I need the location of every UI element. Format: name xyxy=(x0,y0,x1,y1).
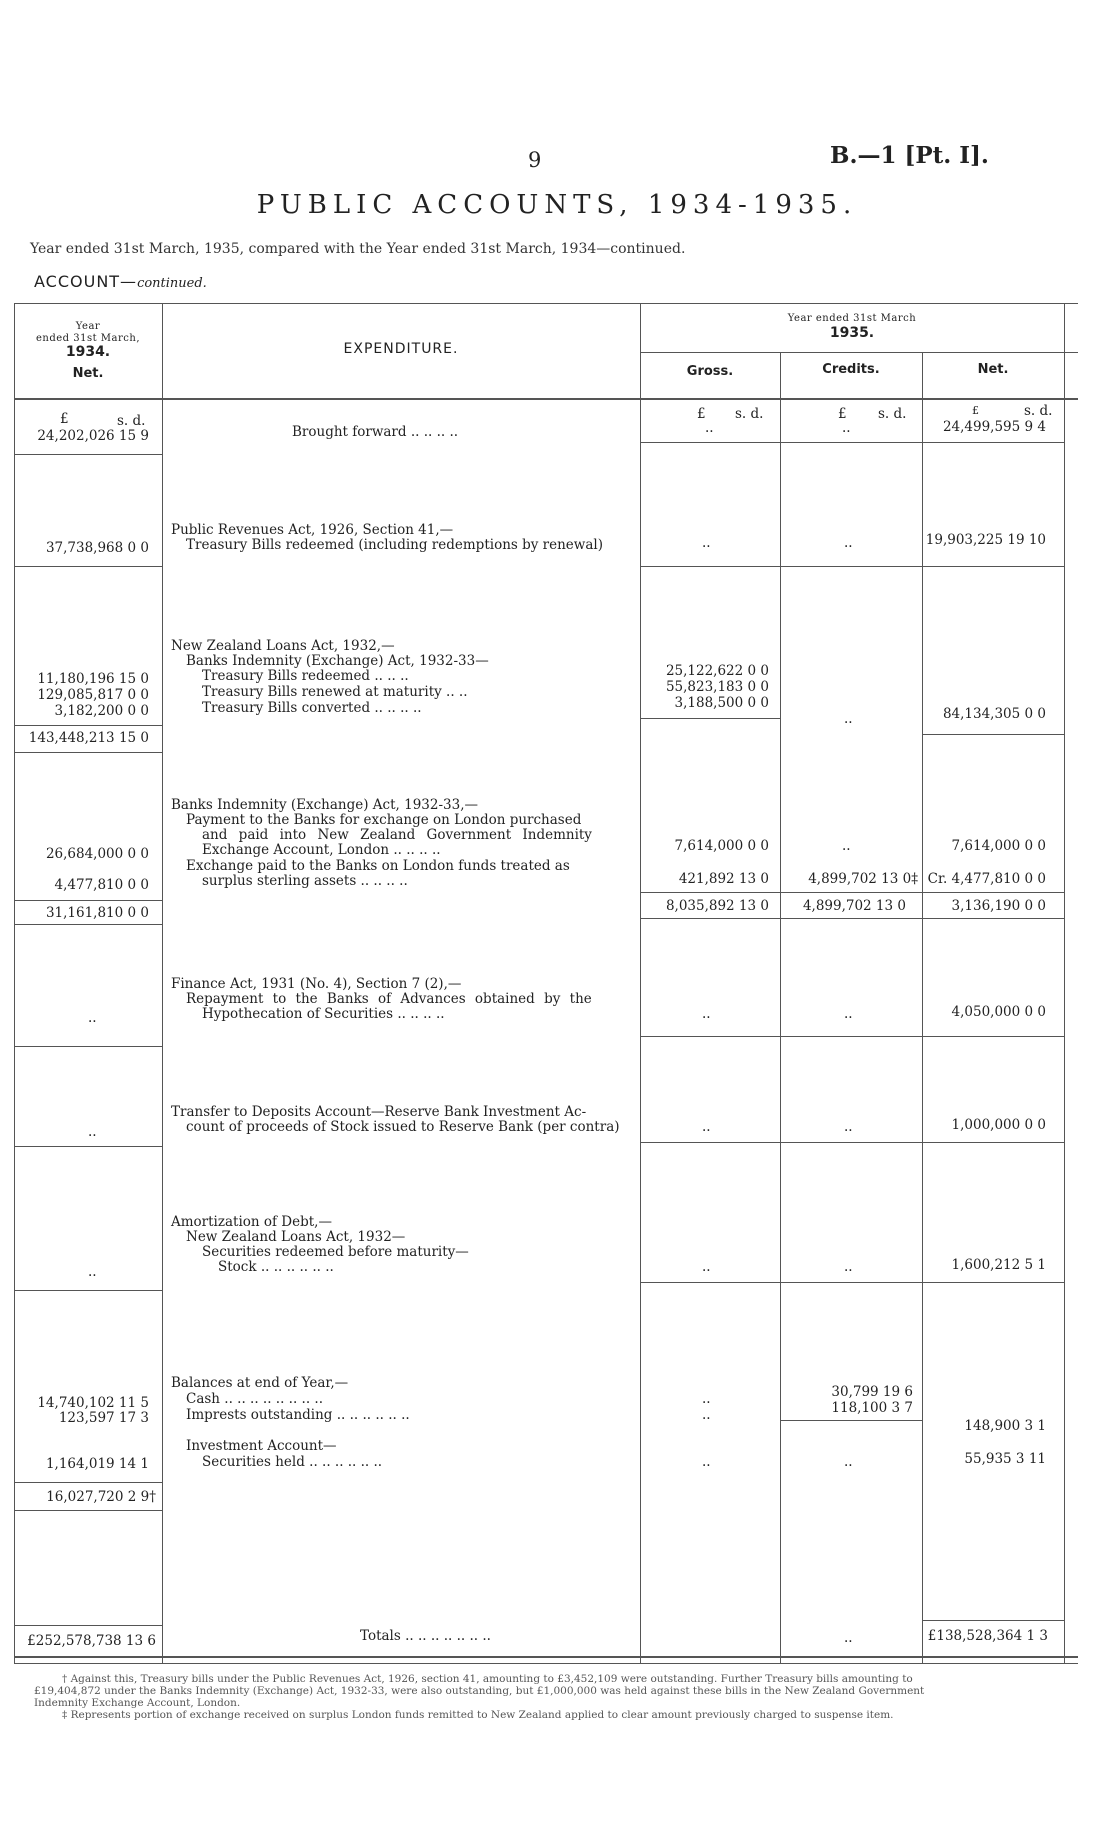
finance-act-net: 4,050,000 0 0 xyxy=(951,1004,1046,1020)
transfer-line1: Transfer to Deposits Account—Reserve Bank Investment Ac- xyxy=(171,1104,587,1120)
public-revenues-gross: .. xyxy=(702,535,711,551)
rule xyxy=(14,1046,162,1047)
rule xyxy=(640,918,1064,919)
balances-cash: Cash .. .. .. .. .. .. .. .. xyxy=(186,1391,323,1407)
footnote-dagger-line3: Indemnity Exchange Account, London. xyxy=(34,1697,241,1709)
balances-credits-investment: .. xyxy=(844,1454,853,1470)
balances-gross-cash: .. xyxy=(702,1391,711,1407)
totals-label: Totals .. .. .. .. .. .. .. xyxy=(360,1628,491,1644)
public-revenues-prev: 37,738,968 0 0 xyxy=(45,540,149,556)
net-pound-unit: £ xyxy=(972,404,979,417)
credits-sd-unit: s. d. xyxy=(878,406,907,422)
balances-credits-imprests: 118,100 3 7 xyxy=(831,1400,913,1416)
table-bottom-border-2 xyxy=(14,1663,1078,1664)
prev-sd-unit: s. d. xyxy=(117,413,146,429)
rule xyxy=(14,924,162,925)
public-revenues-net: 19,903,225 19 10 xyxy=(925,532,1046,548)
rule xyxy=(14,1290,162,1291)
balances-credits-cash: 30,799 19 6 xyxy=(831,1384,913,1400)
balances-heading: Balances at end of Year,— xyxy=(171,1375,349,1391)
rule xyxy=(640,892,1064,893)
amortization-line4: Stock .. .. .. .. .. .. xyxy=(218,1259,334,1275)
rule xyxy=(14,900,162,901)
public-revenues-heading: Public Revenues Act, 1926, Section 41,— xyxy=(171,522,454,538)
col-border-credits xyxy=(922,352,923,1663)
transfer-credits: .. xyxy=(844,1119,853,1135)
banks-indemnity-line4: Exchange Account, London .. .. .. .. xyxy=(202,842,441,858)
amortization-line2: New Zealand Loans Act, 1932— xyxy=(186,1229,406,1245)
brought-forward-label: Brought forward .. .. .. .. xyxy=(292,424,459,440)
rule xyxy=(14,1146,162,1147)
public-revenues-credits: .. xyxy=(844,535,853,551)
banks-indemnity-credits-1: .. xyxy=(842,838,851,854)
banks-indemnity-line6: surplus sterling assets .. .. .. .. xyxy=(202,873,408,889)
banks-indemnity-line2: Payment to the Banks for exchange on London purchased xyxy=(186,812,582,828)
page-title: PUBLIC ACCOUNTS, 1934-1935. xyxy=(256,190,858,220)
amortization-prev: .. xyxy=(88,1264,97,1280)
nz-loans-prev-redeemed: 11,180,196 15 0 xyxy=(37,671,149,687)
rule xyxy=(780,1420,922,1421)
balances-gross-investment: .. xyxy=(702,1454,711,1470)
gross-pound-unit: £ xyxy=(697,406,706,422)
rule xyxy=(14,566,162,567)
balances-investment-heading: Investment Account— xyxy=(186,1438,337,1454)
rule xyxy=(14,752,162,753)
finance-act-heading: Finance Act, 1931 (No. 4), Section 7 (2),— xyxy=(171,976,462,992)
nz-loans-heading: New Zealand Loans Act, 1932,— xyxy=(171,638,395,654)
finance-act-gross: .. xyxy=(702,1006,711,1022)
totals-prev: £252,578,738 13 6 xyxy=(27,1633,156,1649)
nz-loans-prev-renewed: 129,085,817 0 0 xyxy=(37,687,149,703)
rule xyxy=(640,1036,1064,1037)
balances-net-investment: 55,935 3 11 xyxy=(964,1451,1046,1467)
net-sd-unit: s. d. xyxy=(1024,403,1053,419)
prev-year-net-header: Net. xyxy=(72,366,104,381)
rule xyxy=(640,566,1064,567)
balances-prev-investment: 1,164,019 14 1 xyxy=(45,1456,149,1472)
nz-loans-prev-converted: 3,182,200 0 0 xyxy=(54,703,149,719)
brought-forward-prev: 24,202,026 15 9 xyxy=(37,428,149,444)
col-border-desc xyxy=(640,303,641,1663)
finance-act-credits: .. xyxy=(844,1006,853,1022)
nz-loans-gross-converted: 3,188,500 0 0 xyxy=(674,695,769,711)
nz-loans-gross-redeemed: 25,122,622 0 0 xyxy=(665,663,769,679)
gross-sd-unit: s. d. xyxy=(735,406,764,422)
gross-header: Gross. xyxy=(686,364,734,379)
transfer-gross: .. xyxy=(702,1119,711,1135)
prev-year-header-line2: ended 31st March, xyxy=(35,333,140,344)
nz-loans-net: 84,134,305 0 0 xyxy=(942,706,1046,722)
balances-net-cash-imprests: 148,900 3 1 xyxy=(964,1418,1046,1434)
footnote-double-dagger: ‡ Represents portion of exchange received on surplus London funds remitted to New Zealand applied to clear amount previously charged to suspense item. xyxy=(62,1709,894,1721)
nz-loans-item-converted: Treasury Bills converted .. .. .. .. xyxy=(202,700,422,716)
nz-loans-subheading: Banks Indemnity (Exchange) Act, 1932-33— xyxy=(186,653,489,669)
prev-year-header-line1: Year xyxy=(75,321,101,332)
transfer-prev: .. xyxy=(88,1124,97,1140)
totals-net: £138,528,364 1 3 xyxy=(927,1628,1048,1644)
balances-prev-cash: 14,740,102 11 5 xyxy=(37,1395,149,1411)
credits-header: Credits. xyxy=(822,362,880,377)
prev-year-header-year: 1934. xyxy=(65,344,111,360)
rule xyxy=(14,1482,162,1483)
page-number: 9 xyxy=(528,148,542,172)
totals-credits: .. xyxy=(844,1630,853,1646)
current-year-header-line1: Year ended 31st March xyxy=(787,313,917,324)
public-revenues-item: Treasury Bills redeemed (including redemptions by renewal) xyxy=(186,537,603,553)
account-heading xyxy=(34,272,207,291)
balances-prev-total: 16,027,720 2 9† xyxy=(46,1489,156,1505)
transfer-line2: count of proceeds of Stock issued to Reserve Bank (per contra) xyxy=(186,1119,620,1135)
header-bottom-border xyxy=(14,398,1078,400)
header-split-line xyxy=(640,352,1078,353)
balances-imprests: Imprests outstanding .. .. .. .. .. .. xyxy=(186,1407,410,1423)
banks-indemnity-prev-1: 26,684,000 0 0 xyxy=(45,846,149,862)
table-bottom-border xyxy=(14,1656,1078,1658)
banks-indemnity-net-2: Cr. 4,477,810 0 0 xyxy=(927,871,1046,887)
banks-indemnity-credits-total: 4,899,702 13 0 xyxy=(802,898,906,914)
finance-act-line3: Hypothecation of Securities .. .. .. .. xyxy=(202,1006,445,1022)
amortization-credits: .. xyxy=(844,1259,853,1275)
banks-indemnity-heading: Banks Indemnity (Exchange) Act, 1932-33,— xyxy=(171,797,479,813)
credits-pound-unit: £ xyxy=(838,406,847,422)
finance-act-prev: .. xyxy=(88,1010,97,1026)
banks-indemnity-net-1: 7,614,000 0 0 xyxy=(951,838,1046,854)
rule xyxy=(640,1282,1064,1283)
brought-forward-net: 24,499,595 9 4 xyxy=(942,419,1046,435)
footnote-dagger-line1: † Against this, Treasury bills under the Public Revenues Act, 1926, section 41, amounting to £3,452,109 were outstanding. Further Treasury bills amounting to xyxy=(62,1673,913,1685)
banks-indemnity-prev-2: 4,477,810 0 0 xyxy=(54,877,149,893)
nz-loans-item-renewed: Treasury Bills renewed at maturity .. .. xyxy=(202,684,468,700)
balances-securities: Securities held .. .. .. .. .. .. xyxy=(202,1454,383,1470)
table-top-border xyxy=(14,303,1078,304)
rule xyxy=(640,718,780,719)
rule xyxy=(922,1620,1064,1621)
brought-forward-gross: .. xyxy=(705,420,714,436)
current-year-header-year: 1935. xyxy=(829,325,875,341)
banks-indemnity-prev-total: 31,161,810 0 0 xyxy=(45,905,149,921)
amortization-net: 1,600,212 5 1 xyxy=(951,1257,1046,1273)
banks-indemnity-gross-2: 421,892 13 0 xyxy=(678,871,769,887)
rule xyxy=(14,1625,162,1626)
banks-indemnity-net-total: 3,136,190 0 0 xyxy=(951,898,1046,914)
page-subtitle: Year ended 31st March, 1935, compared with the Year ended 31st March, 1934—continued. xyxy=(30,241,686,257)
footnote-dagger-line2: £19,404,872 under the Banks Indemnity (Exchange) Act, 1932-33, were also outstanding, but £1,000,000 was held against these bills in the New Zealand Government xyxy=(34,1685,925,1697)
nz-loans-credits: .. xyxy=(844,711,853,727)
col-border-gross xyxy=(780,352,781,1663)
transfer-net: 1,000,000 0 0 xyxy=(951,1117,1046,1133)
finance-act-line2: Repayment to the Banks of Advances obtained by the xyxy=(186,991,592,1007)
nz-loans-gross-renewed: 55,823,183 0 0 xyxy=(665,679,769,695)
col-border-prev xyxy=(162,303,163,1663)
banks-indemnity-line3: and paid into New Zealand Government Indemnity xyxy=(202,827,592,843)
balances-gross-imprests: .. xyxy=(702,1407,711,1423)
series-reference: B.—1 [Pt. I]. xyxy=(830,142,989,169)
banks-indemnity-gross-total: 8,035,892 13 0 xyxy=(665,898,769,914)
rule xyxy=(922,734,1064,735)
nz-loans-item-redeemed: Treasury Bills redeemed .. .. .. xyxy=(202,668,409,684)
net-header: Net. xyxy=(977,362,1009,377)
rule xyxy=(640,442,1064,443)
col-border-left xyxy=(14,303,15,1663)
amortization-gross: .. xyxy=(702,1259,711,1275)
rule xyxy=(14,725,162,726)
banks-indemnity-line5: Exchange paid to the Banks on London funds treated as xyxy=(186,858,570,874)
rule xyxy=(640,1142,1064,1143)
amortization-line3: Securities redeemed before maturity— xyxy=(202,1244,469,1260)
col-border-right xyxy=(1064,303,1065,1663)
rule xyxy=(14,1510,162,1511)
banks-indemnity-credits-2: 4,899,702 13 0‡ xyxy=(808,871,918,887)
rule xyxy=(14,454,162,455)
account-label: ACCOUNT— xyxy=(34,272,138,291)
expenditure-header: EXPENDITURE. xyxy=(343,341,459,357)
nz-loans-prev-total: 143,448,213 15 0 xyxy=(28,730,149,746)
banks-indemnity-gross-1: 7,614,000 0 0 xyxy=(674,838,769,854)
balances-prev-imprests: 123,597 17 3 xyxy=(58,1410,149,1426)
prev-pound-unit: £ xyxy=(60,411,69,427)
amortization-heading: Amortization of Debt,— xyxy=(171,1214,332,1230)
brought-forward-credits: .. xyxy=(842,420,851,436)
account-continued: continued. xyxy=(137,276,207,291)
